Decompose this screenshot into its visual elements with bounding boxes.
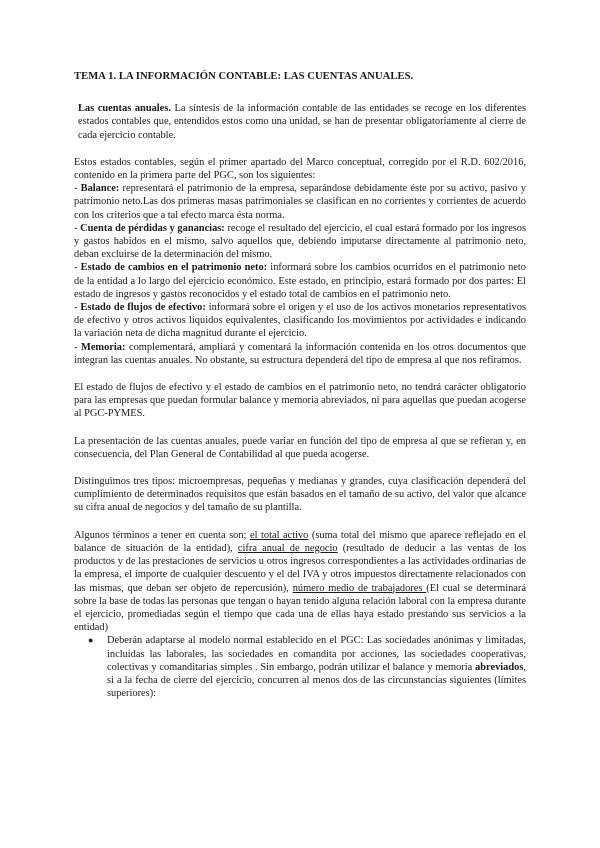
state-description: representará el patrimonio de la empresa, separándose debidamente éste por su activo, pasivo y patrimonio neto.Las dos primeras masas patrimoniales se clasifican en no corrientes y corrientes de acuerdo con los criterios que a tal efecto marca ésta norma. bbox=[74, 183, 526, 221]
term-cifra-negocio: cifra anual de negocio bbox=[237, 542, 338, 554]
state-name: Balance: bbox=[80, 183, 120, 195]
terms-text: (resultado de deducir a las ventas de los productos y de las prestaciones de servicios u otros ingresos correspondientes a las actividades ordinarias de la empresa, el importe de cualquier descuento y el del IVA y otros impuestos directamente relacionados con las mismas, que deban ser objeto de repercusión), bbox=[74, 542, 526, 594]
flujos-paragraph: El estado de flujos de efectivo y el estado de cambios en el patrimonio neto, no tendrá carácter obligatorio para las empresas que puedan formular balance y memoria abreviados, ni para aquellas que puedan acogerse al PGC-PYMES. bbox=[74, 382, 526, 420]
state-name: Memoria: bbox=[81, 341, 126, 353]
state-item-pyg: - Cuenta de pérdidas y ganancias: recoge el resultado del ejercicio, el cual estará formado por los ingresos y gastos habidos en el mismo, salvo aquellos que, debiendo imputarse directamente al patrimonio neto, deban excluirse de la determinación del mismo. bbox=[74, 222, 527, 261]
bullet-text: Deberán adaptarse al modelo normal establecido en el PGC: Las sociedades anónimas y limitadas, incluidas las laborales, las sociedades en comandita por acciones, las sociedades cooperativas, colectivas y comanditarias simples . Sin embargo, podrán utilizar el balance y memoria bbox=[107, 635, 526, 673]
terms-paragraph bbox=[74, 529, 526, 635]
state-name: Estado de flujos de efectivo: bbox=[80, 302, 206, 314]
state-item-ecpn: - Estado de cambios en el patrimonio neto: informará sobre los cambios ocurridos en el patrimonio neto de la entidad a lo largo del ejercicio económico. Este estado, en principio, estará formado por dos partes: El estado de ingresos y gastos reconocidos y el estado total de cambios en el patrimonio neto. bbox=[74, 262, 526, 300]
state-item-balance: - Balance: representará el patrimonio de la empresa, separándose debidamente éste por su activo, pasivo y patrimonio neto.Las dos primeras masas patrimoniales se clasifican en no corrientes y corrientes de acuerdo con los criterios que a tal efecto marca ésta norma. bbox=[74, 183, 526, 221]
presentacion-paragraph: La presentación de las cuentas anuales, puede variar en función del tipo de empresa al que se refieran y, en consecuencia, del Plan General de Contabilidad al que pueda acogerse. bbox=[74, 435, 526, 460]
terms-text: (suma total del mismo que aparece reflejado en el balance de situación de la entidad), bbox=[74, 529, 526, 554]
list-item bbox=[74, 634, 526, 700]
terms-text: (El cual se determinará sobre la base de todas las personas que tengan o hayan tenido alguna relación laboral con la empresa durante el ejercicio, promediadas según el tiempo que cada una de ellas haya estado prestando sus servicios a la entidad) bbox=[74, 582, 526, 634]
term-total-activo: el total activo bbox=[249, 529, 309, 541]
page-title: TEMA 1. LA INFORMACIÓN CONTABLE: LAS CUENTAS ANUALES. bbox=[74, 71, 414, 82]
states-intro: Estos estados contables, según el primer apartado del Marco conceptual, corregido por el R.D. 602/2016, contenido en la primera parte del PGC, son los siguientes: bbox=[74, 156, 526, 182]
state-item-memoria: - Memoria: complementará, ampliará y comentará la información contenida en los otros documentos que integran las cuentas anuales. No obstante, su estructura dependerá del tipo de empresa al que nos refiramos. bbox=[74, 341, 526, 366]
intro-paragraph bbox=[78, 102, 526, 142]
state-name: Cuenta de pérdidas y ganancias: bbox=[80, 222, 225, 234]
state-name: Estado de cambios en el patrimonio neto: bbox=[80, 262, 268, 274]
tipos-paragraph: Distinguimos tres tipos: microempresas, pequeñas y medianas y grandes, cuya clasificación dependerá del cumplimiento de determinados requisitos que están basados en el tamaño de su activo, del valor que alcance su cifra anual de negocios y del tamaño de su plantilla. bbox=[74, 476, 526, 514]
terms-text: Algunos términos a tener en cuenta son; bbox=[74, 529, 250, 541]
bullet-text: , si a la fecha de cierre del ejercicio, concurren al menos dos de las circunstancias siguientes (límites superiores): bbox=[107, 661, 526, 700]
term-numero-trabajadores: número medio de trabajadores bbox=[292, 582, 427, 594]
state-item-efe: - Estado de flujos de efectivo: informará sobre el origen y el uso de los activos monetarios representativos de efectivo y otros activos líquidos equivalentes, clasificando los movimientos por actividades e indicando la variación neta de dicha magnitud durante el ejercicio. bbox=[74, 302, 526, 340]
state-description: recoge el resultado del ejercicio, el cual estará formado por los ingresos y gastos habidos en el mismo, salvo aquellos que, debiendo imputarse directamente al patrimonio neto, deban excluirse de la determinación del mismo. bbox=[74, 222, 527, 261]
intro-heading: Las cuentas anuales. bbox=[78, 103, 171, 115]
document-content bbox=[74, 70, 526, 700]
intro-text: La síntesis de la información contable de las entidades se recoge en los diferentes estados contables que, entendidos estos como una unidad, se han de presentar obligatoriamente al cierre de cada ejercicio contable. bbox=[78, 103, 526, 141]
state-description: complementará, ampliará y comentará la información contenida en los otros documentos que integran las cuentas anuales. No obstante, su estructura dependerá del tipo de empresa al que nos refiramos. bbox=[74, 341, 526, 366]
state-description: informará sobre el origen y el uso de los activos monetarios representativos de efectivo y otros activos líquidos equivalentes, clasificando los movimientos por actividades e indicando la variación neta de dicha magnitud durante el ejercicio. bbox=[74, 302, 526, 340]
state-description: informará sobre los cambios ocurridos en el patrimonio neto de la entidad a lo largo del ejercicio económico. Este estado, en principio, estará formado por dos partes: El estado de ingresos y gastos reconocidos y el estado total de cambios en el patrimonio neto. bbox=[74, 262, 526, 300]
bullet-bold: abreviados bbox=[475, 661, 524, 673]
bullet-list bbox=[74, 634, 526, 700]
bullet-dot-icon: ● bbox=[88, 635, 94, 646]
states-block bbox=[74, 156, 526, 367]
